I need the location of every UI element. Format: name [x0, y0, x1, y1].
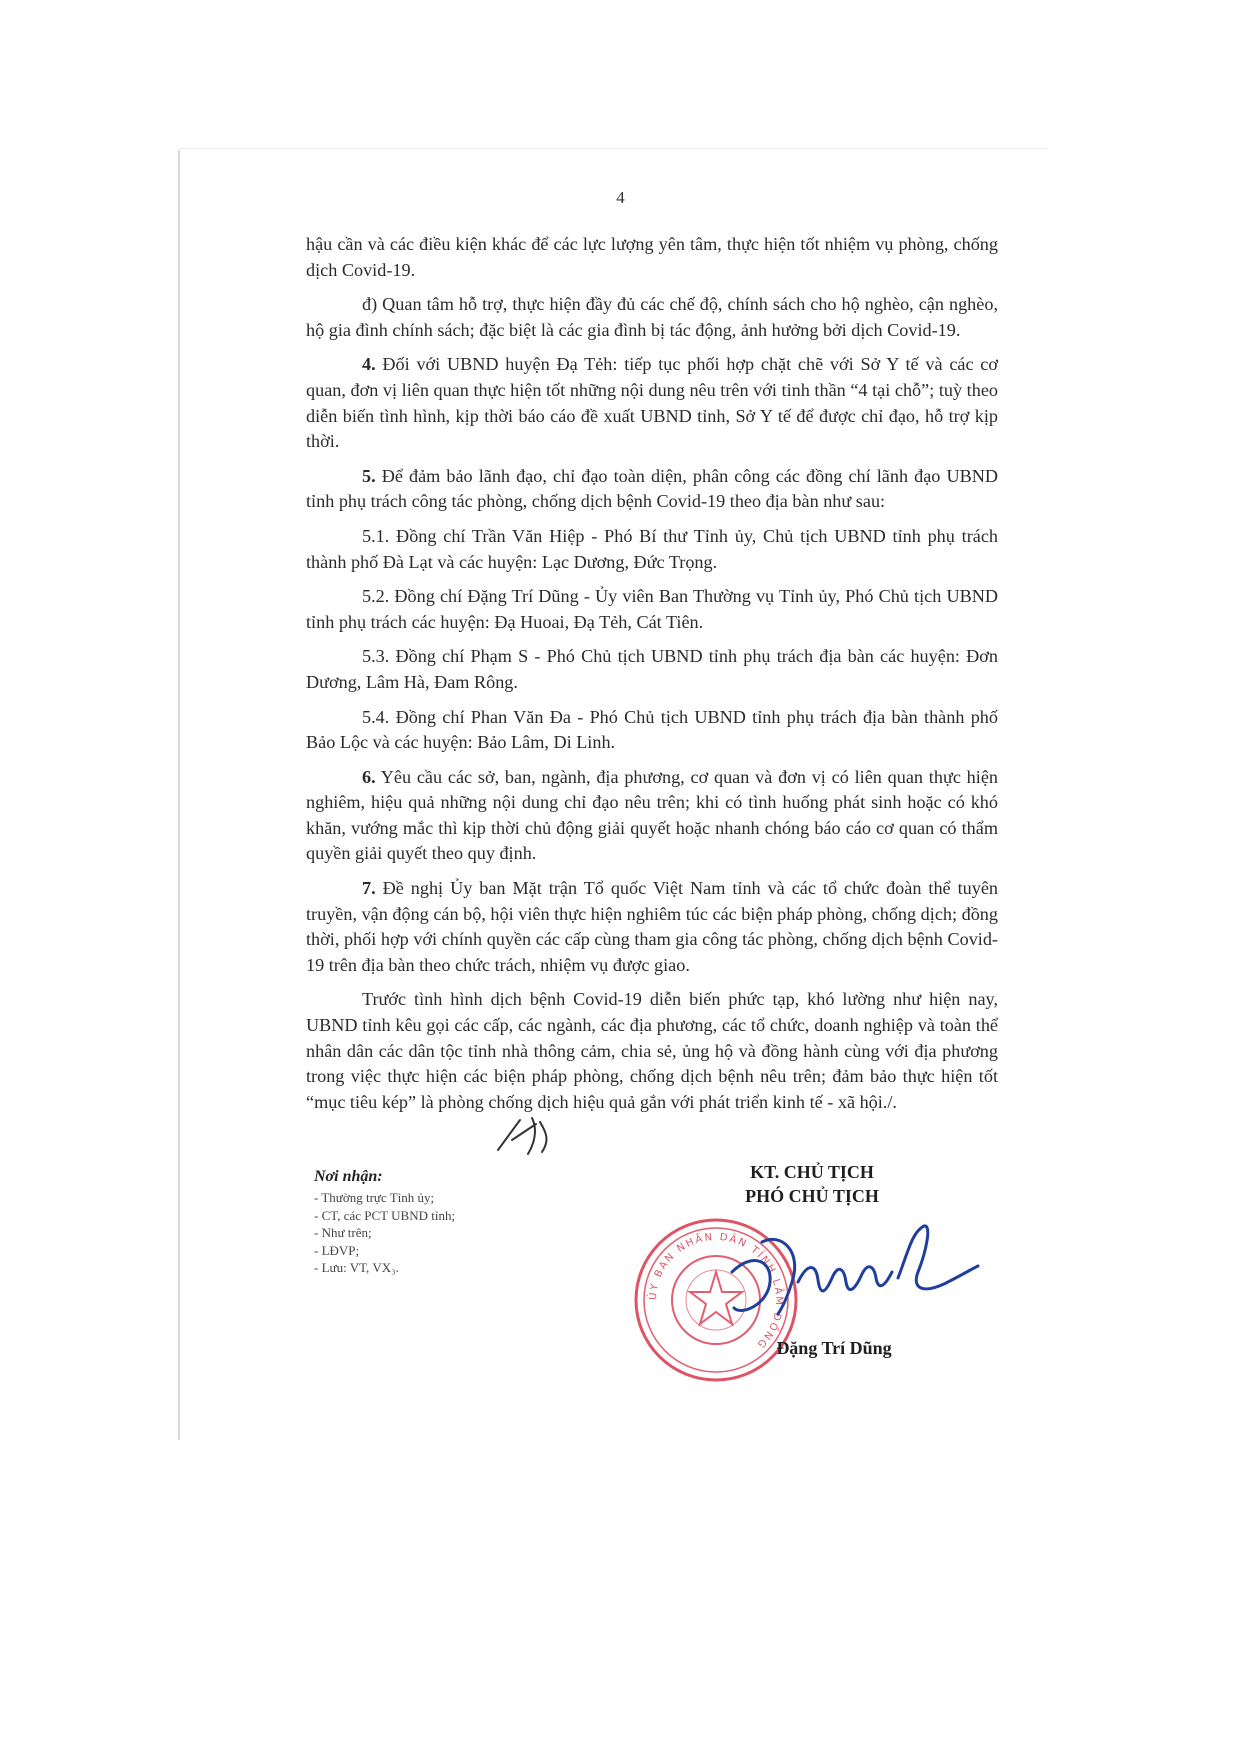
handwritten-initial-mark [492, 1110, 562, 1160]
paragraph-5: 5. Để đảm bảo lãnh đạo, chỉ đạo toàn diện, phân công các đồng chí lãnh đạo UBND tỉnh phụ trách công tác phòng, chống dịch bệnh Covid-19 theo địa bàn như sau: [306, 465, 998, 512]
paragraph-closing: Trước tình hình dịch bệnh Covid-19 diễn biến phức tạp, khó lường như hiện nay, UBND tỉnh kêu gọi các cấp, các ngành, các địa phương, các tổ chức, doanh nghiệp và toàn thể nhân dân các dân tộc tỉnh nhà thông cảm, chia sẻ, ủng hộ và đồng hành cùng với địa phương trong việc thực hiện các biện pháp phòng, chống dịch bệnh nêu trên; đảm bảo thực hiện tốt “mục tiêu kép” là phòng chống dịch hiệu quả gắn với phát triển kinh tế - xã hội./. [306, 989, 998, 1112]
recipient-item: - LĐVP; [314, 1242, 360, 1258]
paragraph-5-2: 5.2. Đồng chí Đặng Trí Dũng - Ủy viên Ban Thường vụ Tỉnh ủy, Phó Chủ tịch UBND tỉnh phụ trách các huyện: Đạ Huoai, Đạ Tẻh, Cát Tiên. [306, 586, 998, 632]
handwritten-signature [712, 1212, 982, 1332]
recipients-list [314, 1168, 644, 1277]
paragraph-5-4: 5.4. Đồng chí Phan Văn Đa - Phó Chủ tịch UBND tỉnh phụ trách địa bàn thành phố Bảo Lộc và các huyện: Bảo Lâm, Di Linh. [306, 706, 998, 753]
recipient-item: - Như trên; [314, 1225, 372, 1240]
signature-title-line2: PHÓ CHỦ TỊCH [745, 1186, 879, 1206]
document-body [306, 232, 998, 1124]
paragraph-d: đ) Quan tâm hỗ trợ, thực hiện đầy đủ các chế độ, chính sách cho hộ nghèo, cận nghèo, hộ gia đình chính sách; đặc biệt là các gia đình bị tác động, ảnh hưởng bởi dịch Covid-19. [306, 294, 998, 340]
paragraph-continuation: hậu cần và các điều kiện khác để các lực lượng yên tâm, thực hiện tốt nhiệm vụ phòng, chống dịch Covid-19. [306, 234, 998, 280]
scan-top-edge [178, 148, 1048, 149]
recipient-item: - Lưu: VT, VX₃. [314, 1260, 399, 1275]
scan-left-edge [178, 150, 180, 1440]
recipients-title: Nơi nhận: [314, 1168, 383, 1185]
seal-text: ỦY BAN NHÂN DÂN TỈNH LÂM ĐỒNG [647, 1231, 785, 1351]
paragraph-6: 6. Yêu cầu các sở, ban, ngành, địa phương, cơ quan và đơn vị có liên quan thực hiện nghiêm, hiệu quả những nội dung chỉ đạo nêu trên; khi có tình huống phát sinh hoặc có khó khăn, vướng mắc thì kịp thời chủ động giải quyết hoặc nhanh chóng báo cáo cơ quan có thẩm quyền giải quyết theo quy định. [306, 766, 998, 864]
paragraph-4: 4. Đối với UBND huyện Đạ Tẻh: tiếp tục phối hợp chặt chẽ với Sở Y tế và các cơ quan, đơn vị liên quan thực hiện tốt những nội dung nêu trên với tinh thần “4 tại chỗ”; tuỳ theo diễn biến tình hình, kịp thời báo cáo đề xuất UBND tỉnh, Sở Y tế để được chỉ đạo, hỗ trợ kịp thời. [306, 354, 998, 452]
signature-title-line1: KT. CHỦ TỊCH [750, 1162, 874, 1182]
signature-block [632, 1162, 992, 1382]
paragraph-5-3: 5.3. Đồng chí Phạm S - Phó Chủ tịch UBND tỉnh phụ trách địa bàn các huyện: Đơn Dương, Lâm Hà, Đam Rông. [306, 646, 998, 692]
page-number: 4 [616, 188, 625, 207]
recipient-item: - Thường trực Tỉnh ủy; [314, 1190, 435, 1205]
signer-name: Đặng Trí Dũng [776, 1338, 892, 1358]
recipient-item: - CT, các PCT UBND tỉnh; [314, 1207, 456, 1223]
paragraph-7: 7. Đề nghị Ủy ban Mặt trận Tổ quốc Việt Nam tỉnh và các tổ chức đoàn thể tuyên truyền, vận động cán bộ, hội viên thực hiện nghiêm túc các biện pháp phòng, chống dịch; đồng thời, phối hợp với chính quyền các cấp cùng tham gia công tác phòng, chống dịch bệnh Covid-19 trên địa bàn theo chức trách, nhiệm vụ được giao. [306, 878, 998, 975]
paragraph-5-1: 5.1. Đồng chí Trần Văn Hiệp - Phó Bí thư Tỉnh ủy, Chủ tịch UBND tỉnh phụ trách thành phố Đà Lạt và các huyện: Lạc Dương, Đức Trọng. [306, 525, 998, 572]
